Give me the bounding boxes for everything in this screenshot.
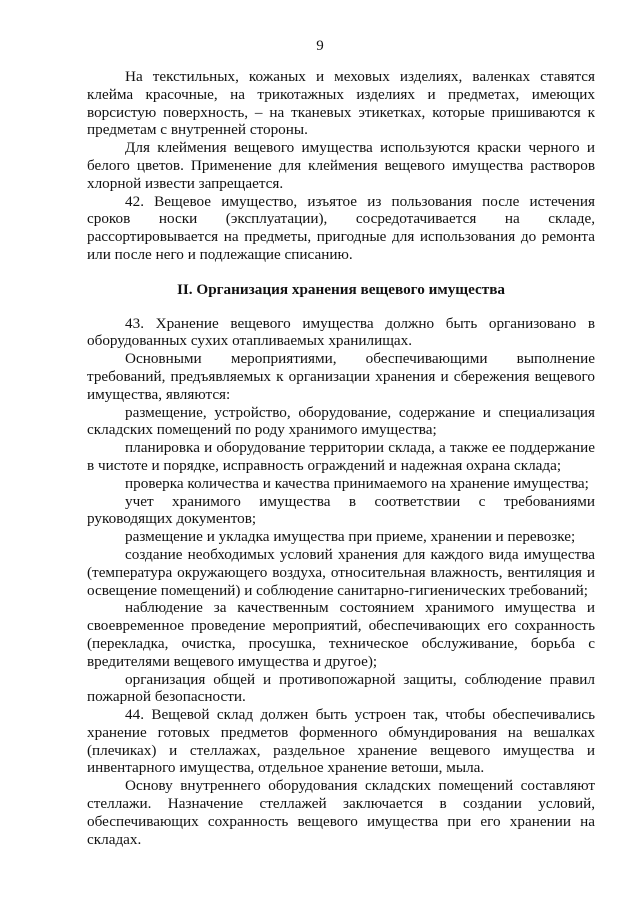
paragraph-item-42: 42. Вещевое имущество, изъятое из пользования после истечения сроков носки (эксплуатации), сосредотачивается на складе, рассортировывается на предметы, пригодные для использования до ремонта или после него и подлежащие списанию. xyxy=(87,192,595,263)
paragraph-main-measures: Основными мероприятиями, обеспечивающими выполнение требований, предъявляемых к организации хранения и сбережения вещевого имущества, являются: xyxy=(87,350,595,403)
list-item-quality-check: проверка количества и качества принимаемого на хранение имущества; xyxy=(125,474,589,492)
paragraph-marking-paints: Для клеймения вещевого имущества используются краски черного и белого цветов. Применение для клеймения вещевого имущества растворов хлорной извести запрещается. xyxy=(87,139,595,192)
paragraph-item-43: 43. Хранение вещевого имущества должно быть организовано в оборудованных сухих отапливаемых хранилищах. xyxy=(87,314,595,350)
list-item-placement: размещение, устройство, оборудование, содержание и специализация складских помещений по роду хранимого имущества; xyxy=(87,403,595,439)
list-item-fire-safety: организация общей и противопожарной защиты, соблюдение правил пожарной безопасности. xyxy=(87,670,595,706)
list-item-accounting: учет хранимого имущества в соответствии с требованиями руководящих документов; xyxy=(87,492,595,528)
document-body xyxy=(87,68,595,848)
paragraph-marking-textiles: На текстильных, кожаных и меховых изделиях, валенках ставятся клейма красочные, на трикотажных изделиях и предметах, имеющих ворсистую поверхность, – на тканевых этикетках, которые пришиваются к предметам с внутренней стороны. xyxy=(87,68,595,139)
list-item-territory: планировка и оборудование территории склада, а также ее поддержание в чистоте и порядке, исправность ограждений и надежная охрана склада; xyxy=(87,439,595,474)
list-item-stacking: размещение и укладка имущества при приеме, хранении и перевозке; xyxy=(125,528,576,546)
page-number: 9 xyxy=(316,38,324,54)
list-item-storage-conditions: создание необходимых условий хранения для каждого вида имущества (температура окружающего воздуха, относительная влажность, вентиляция и освещение помещений) и соблюдение санитарно-гигиенических требований; xyxy=(87,545,595,599)
section-heading: II. Организация хранения вещевого имущества xyxy=(176,280,506,298)
paragraph-item-44: 44. Вещевой склад должен быть устроен так, чтобы обеспечивались хранение готовых предметов форменного обмундирования на вешалках (плечиках) и стеллажах, раздельное хранение вещевого имущества и инвентарного имущества, отдельное хранение ветоши, мыла. xyxy=(87,706,595,777)
list-item-condition-monitoring: наблюдение за качественным состоянием хранимого имущества и своевременное проведение мероприятий, обеспечивающих его сохранность (перекладка, очистка, просушка, техническое обслуживание, борьба с вредителями вещевого имущества и другое); xyxy=(87,599,595,670)
paragraph-shelving: Основу внутреннего оборудования складских помещений составляют стеллажи. Назначение стеллажей заключается в создании условий, обеспечивающих сохранность вещевого имущества при его хранении на складах. xyxy=(87,777,595,848)
